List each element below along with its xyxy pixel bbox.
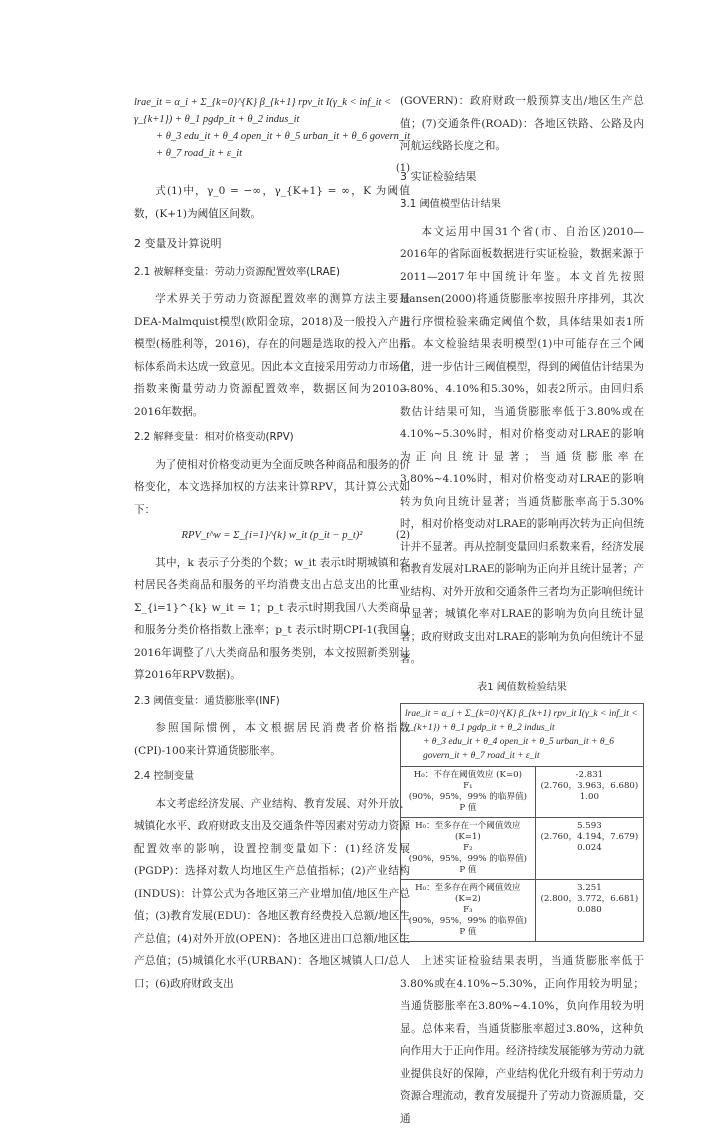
table-row — [401, 818, 644, 880]
p-value: 0.080 — [577, 905, 602, 915]
hypothesis-cell — [401, 880, 536, 942]
section-2-1-title: 2.1 被解释变量：劳动力资源配置效率(LRAE) — [134, 266, 340, 278]
p-value: 0.024 — [577, 843, 602, 853]
table-row — [401, 767, 644, 818]
after-table-paragraph: 上述实证检验结果表明，当通货膨胀率低于3.80%或在4.10%~5.30%，正向作用较为明显；当通货膨胀率在3.80%~4.10%，负向作用较为明显。总体来看，当通货膨胀率超过3.80%，这种负向作用大于正向作用。经济持续发展能够为劳动力就业提供良好的保障，产业结构优化升级有利于劳动力资源合理流动，教育发展提升了劳动力资源质量，交通 — [400, 955, 644, 1125]
section-3-title: 3 实证检验结果 — [400, 169, 477, 183]
p-label: P 值 — [459, 927, 477, 937]
values-cell — [535, 767, 643, 818]
hypothesis-cell — [401, 818, 536, 880]
section-2-2-paragraph: 为了使相对价格变动更为全面反映各种商品和服务的价格变化，本文选择加权的方法来计算RPV，其计算公式如下： — [134, 458, 410, 516]
critical-values: (2.800，3.772，6.681) — [540, 894, 639, 904]
continued-paragraph: (GOVERN)：政府财政一般预算支出/地区生产总值；(7)交通条件(ROAD)：各地区铁路、公路及内河航运线路长度之和。 — [400, 95, 644, 152]
critical-label: (90%，95%，99% 的临界值) — [408, 854, 528, 864]
table-row — [401, 880, 644, 942]
hypothesis-cell — [401, 767, 536, 818]
critical-values: (2.760，3.963，6.680) — [540, 781, 639, 791]
p-label: P 值 — [459, 865, 477, 875]
values-cell — [535, 880, 643, 942]
section-2-4-title: 2.4 控制变量 — [134, 771, 195, 782]
section-2-title: 2 变量及计算说明 — [134, 237, 222, 250]
equation-1-line-2: + θ_3 edu_it + θ_4 open_it + θ_5 urban_it + θ_6 govern_it + θ_7 road_it + ε_it — [156, 131, 410, 159]
critical-label: (90%，95%，99% 的临界值) — [408, 916, 528, 926]
critical-label: (90%，95%，99% 的临界值) — [408, 792, 528, 802]
equation-2 — [134, 525, 410, 548]
section-3-1-title: 3.1 阈值模型估计结果 — [400, 199, 501, 210]
equation-1-number: (1) — [395, 162, 410, 174]
p-label: P 值 — [459, 803, 477, 813]
section-2-3-paragraph: 参照国际惯例，本文根据居民消费者价格指数(CPI)-100来计算通货膨胀率。 — [134, 722, 410, 757]
section-2-1-paragraph: 学术界关于劳动力资源配置效率的测算方法主要是DEA-Malmquist模型(欧阳金琼，2018)及一般投入产出模型(杨胜利等，2016)，存在的问题是选取的投入产出指标体系尚未达成一致意见。因此本文直接采用劳动力市场化指数来衡量劳动力资源配置效率，数据区间为2010—2016年数据。 — [134, 293, 410, 418]
f-stat-label: F₂ — [463, 843, 473, 853]
critical-values: (2.760，4.194，7.679) — [540, 832, 639, 842]
table-1-title: 表1 阈值数检验结果 — [477, 681, 567, 693]
f-stat-label: F₁ — [463, 781, 473, 791]
f-stat-value: 5.593 — [577, 821, 602, 831]
p-value: 1.00 — [579, 792, 599, 802]
right-column — [400, 90, 644, 1130]
section-2-2-title: 2.2 解释变量：相对价格变动(RPV) — [134, 432, 294, 443]
equation-1-line-1: lrae_it = α_i + Σ_{k=0}^{K} β_{k+1} rpv_it I(γ_k < inf_it < γ_{k+1}) + θ_1 pgdp_it + θ_2 indus_it — [134, 97, 392, 125]
equation-2-body: RPV_t^w = Σ_{i=1}^{k} w_it (p_it − p_t)² — [181, 530, 363, 541]
table-equation-row — [401, 704, 644, 767]
equation-1 — [134, 90, 410, 174]
section-3-1-paragraph: 本文运用中国31个省(市、自治区)2010—2016年的省际面板数据进行实证检验，数据来源于2011—2017年中国统计年鉴。本文首先按照Hansen(2000)将通货膨胀率按照升序排列，其次进行序惯检验来确定阈值个数，具体结果如表1所示。本文检验结果表明模型(1)中可能存在三个阈值，进一步估计三阈值模型，得到的阈值估计结果为3.80%、4.10%和5.30%，如表2所示。由回归系数估计结果可知，当通货膨胀率低于3.80%或在4.10%~5.30%时，相对价格变动对LRAE的影响为正向且统计显著；当通货膨胀率在3.80%~4.10%时，相对价格变动对LRAE的影响转为负向且统计显著；当通货膨胀率高于5.30%时，相对价格变动对LRAE的影响再次转为正向但统计并不显著。再从控制变量回归系数来看，经济发展和教育发展对LRAE的影响为正向并且统计显著；产业结构、对外开放和交通条件三者均为正影响但统计不显著；城镇化率对LRAE的影响为负向且统计显著；政府财政支出对LRAE的影响为负向但统计不显著。 — [400, 225, 644, 665]
hypothesis-label: H₀：不存在阈值效应 (K=0) — [413, 770, 522, 780]
f-stat-label: F₃ — [463, 905, 473, 915]
section-2-3-title: 2.3 阈值变量：通货膨胀率(INF) — [134, 695, 280, 707]
section-2-4-paragraph: 本文考虑经济发展、产业结构、教育发展、对外开放、城镇化水平、政府财政支出及交通条件等因素对劳动力资源配置效率的影响，设置控制变量如下：(1)经济发展(PGDP)：选择对数人均地区生产总值指标；(2)产业结构(INDUS)：计算公式为各地区第三产业增加值/地区生产总值；(3)教育发展(EDU)：各地区教育经费投入总额/地区生产总值；(4)对外开放(OPEN)：各地区进出口总额/地区生产总值；(5)城镇化水平(URBAN)：各地区城镇人口/总人口；(6)政府财政支出 — [134, 797, 410, 990]
table-equation-line-2: + θ_3 edu_it + θ_4 open_it + θ_5 urban_it + θ_6 govern_it + θ_7 road_it + ε_it — [423, 737, 615, 761]
hypothesis-label: H₀：至多存在两个阈值效应 (K=2) — [415, 883, 521, 904]
equation-2-number: (2) — [395, 530, 410, 541]
table-equation-line-1: lrae_it = α_i + Σ_{k=0}^{K} β_{k+1} rpv_it I(γ_k < inf_it < γ_{k+1}) + θ_1 pgdp_it + θ_2 indus_it — [405, 709, 638, 733]
values-cell — [535, 818, 643, 880]
f-stat-value: -2.831 — [575, 770, 604, 780]
paragraph-after-eq1: 式(1)中，γ_0 = −∞，γ_{K+1} = ∞，K 为阈值数，(K+1)为阈值区间数。 — [134, 185, 410, 220]
table-1 — [400, 703, 644, 942]
f-stat-value: 3.251 — [577, 883, 602, 893]
table-equation-cell — [401, 704, 644, 767]
section-2-2-paragraph-2: 其中，k 表示子分类的个数；w_it 表示t时期城镇和农村居民各类商品和服务的平均消费支出占总支出的比重，Σ_{i=1}^{k} w_it = 1；p_t 表示t时期我国八大类商品和服务分类价格指数上涨率；p_t 表示t时期CPI-1(我国自2016年调整了八大类商品和服务类别，本文按照新类别计算2016年RPV数据)。 — [134, 556, 410, 681]
left-column — [134, 90, 410, 995]
hypothesis-label: H₀：至多存在一个阈值效应 (K=1) — [415, 821, 521, 842]
